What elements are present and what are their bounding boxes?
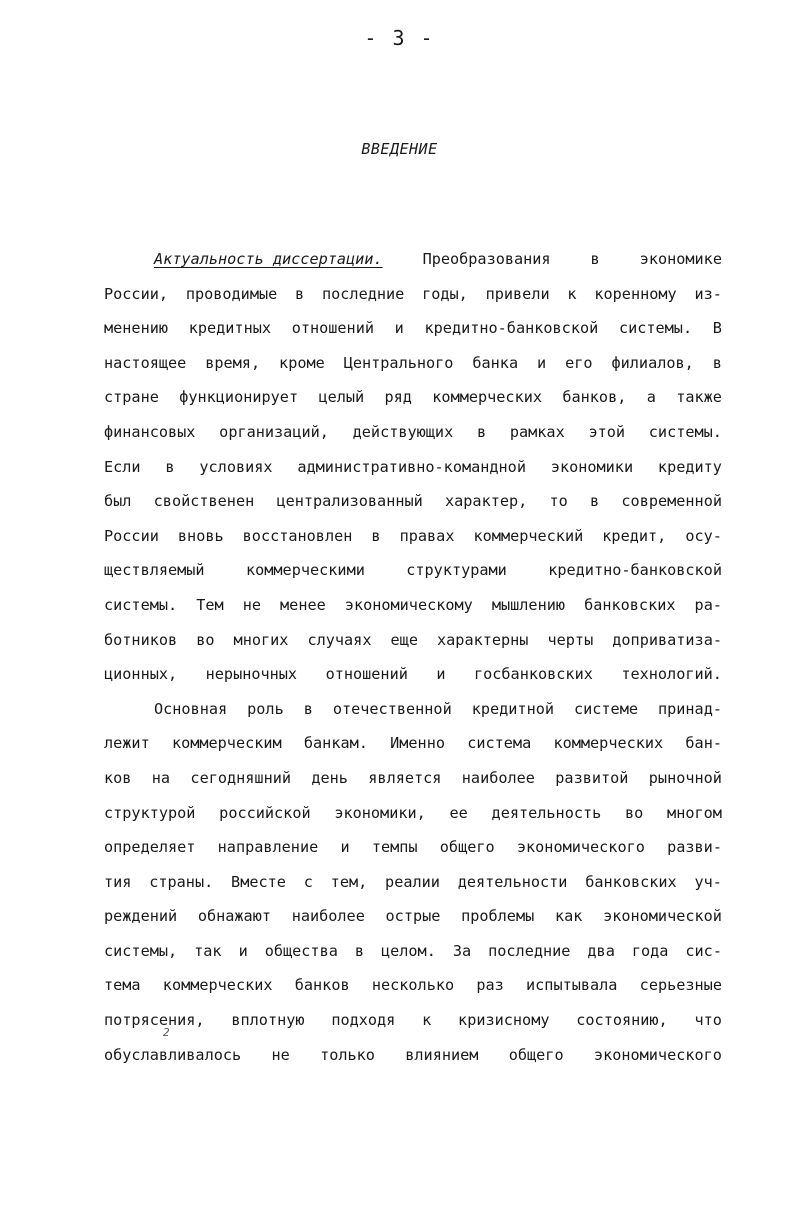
word: вновь <box>177 526 224 545</box>
word: экономики <box>550 457 634 476</box>
word: является <box>368 768 442 787</box>
word: нерыночных <box>205 665 298 684</box>
word: роль <box>247 699 284 718</box>
word: стране <box>104 388 159 407</box>
word: с <box>303 872 313 891</box>
word: ботников <box>104 630 178 649</box>
word: Центрального <box>343 353 454 372</box>
text-line <box>104 796 722 831</box>
word: сис- <box>685 941 722 960</box>
word: ра- <box>694 595 722 614</box>
word: доприватиза- <box>612 630 722 649</box>
word: два <box>587 941 615 960</box>
word: банка <box>472 353 519 372</box>
word: организаций, <box>219 422 329 441</box>
handwritten-mark: 2 <box>163 1026 170 1039</box>
word: раз <box>476 976 504 995</box>
word: страны. <box>149 872 214 891</box>
word: то <box>549 492 568 511</box>
word: состоянию, <box>576 1011 668 1030</box>
text-line <box>104 865 722 900</box>
word: системы. <box>618 319 693 338</box>
word: коммерческих <box>162 976 273 995</box>
word: Основная <box>154 699 228 718</box>
word: условиях <box>199 457 273 476</box>
word: еще <box>390 630 418 649</box>
word: кредитных <box>188 319 271 338</box>
word: обуславливалось <box>104 1045 242 1064</box>
word: общества <box>264 941 338 960</box>
text-line <box>104 346 722 381</box>
word: ков <box>104 768 132 787</box>
word: в <box>590 250 600 268</box>
word: и <box>394 319 404 338</box>
word: и <box>238 941 248 960</box>
text-line <box>104 450 722 485</box>
word: России <box>104 526 159 545</box>
word: не <box>242 595 261 614</box>
word: лежит <box>104 734 150 753</box>
word: отношений <box>325 665 408 684</box>
word: характерны <box>437 630 529 649</box>
word: целом. <box>380 941 436 960</box>
word: этой <box>588 422 626 441</box>
word: коммерческих <box>553 734 664 753</box>
word: отношений <box>291 319 374 338</box>
word: в <box>295 284 305 303</box>
word: многом <box>667 803 722 822</box>
word: осу- <box>685 526 722 545</box>
word: к <box>422 1011 432 1030</box>
text-line <box>104 761 722 796</box>
word: наиболее <box>291 907 365 926</box>
word: функционирует <box>179 388 299 407</box>
word: правах <box>399 526 455 545</box>
word: испытывала <box>526 976 618 995</box>
word: коммерческих <box>432 388 543 407</box>
word: потрясения, <box>104 1011 205 1030</box>
section-heading: ВВЕДЕНИЕ <box>361 140 438 158</box>
document-body <box>104 242 722 1072</box>
word: деятельность <box>491 803 602 822</box>
page-number: - 3 - <box>364 26 435 50</box>
word: система <box>467 734 532 753</box>
word: во <box>625 803 644 822</box>
word: кроме <box>279 353 325 372</box>
word: За <box>452 941 472 960</box>
word: подходя <box>331 1011 396 1030</box>
word: деятельности <box>457 872 568 891</box>
word: не <box>271 1045 290 1064</box>
word: общего <box>439 838 495 857</box>
word: серьезные <box>639 976 722 995</box>
text-line <box>104 415 722 450</box>
word: кредитно-банковской <box>424 319 599 338</box>
word: кризисному <box>458 1011 550 1030</box>
word: госбанковских <box>473 665 593 684</box>
word: целый <box>318 388 365 407</box>
word: тема <box>104 976 141 995</box>
word: день <box>311 768 348 787</box>
word: так <box>194 941 222 960</box>
word: сегодняшний <box>190 768 292 787</box>
word: а <box>646 388 656 407</box>
word: кредитной <box>471 699 554 718</box>
word: тия <box>104 872 132 891</box>
word: проводимые <box>185 284 278 303</box>
word: В <box>712 319 722 338</box>
word: в <box>303 699 313 718</box>
text-line <box>104 692 722 727</box>
word: экономической <box>603 907 722 926</box>
word: бан- <box>685 734 722 753</box>
word: в <box>165 457 175 476</box>
word: ционных, <box>104 665 178 684</box>
word: проблемы <box>461 907 535 926</box>
word: системы, <box>104 941 178 960</box>
word: в <box>590 492 600 511</box>
word: менению <box>104 319 169 338</box>
word: привели <box>485 284 550 303</box>
word: кредит, <box>602 526 667 545</box>
word: настоящее <box>104 353 187 372</box>
word: на <box>151 768 171 787</box>
word: в <box>476 422 487 441</box>
word: в <box>371 526 381 545</box>
word: также <box>676 388 722 407</box>
word: экономическому <box>344 595 473 614</box>
word: банкам. <box>303 734 368 753</box>
word: Преобразования <box>422 250 551 268</box>
word: структурой <box>104 803 196 822</box>
word: последние <box>322 284 405 303</box>
word: годы, <box>422 284 468 303</box>
word: черты <box>547 630 594 649</box>
word: менее <box>280 595 326 614</box>
word: был <box>104 492 132 511</box>
word: его <box>565 353 593 372</box>
word: системы. <box>648 422 722 441</box>
word: банковских <box>585 872 677 891</box>
word: определяет <box>104 838 196 857</box>
word: направление <box>217 838 319 857</box>
word: современной <box>621 492 722 511</box>
word: Именно <box>390 734 445 753</box>
word: что <box>694 1011 722 1030</box>
text-line <box>104 830 722 865</box>
word: обнажают <box>197 907 271 926</box>
word: многих <box>233 630 289 649</box>
word: характер, <box>445 492 528 511</box>
word: острые <box>385 907 441 926</box>
word: тем, <box>330 872 368 891</box>
word: реждений <box>104 907 178 926</box>
word: во <box>196 630 215 649</box>
text-line <box>104 968 722 1003</box>
word: банковских <box>584 595 676 614</box>
text-line <box>104 657 722 692</box>
word: рамках <box>509 422 565 441</box>
word: экономического <box>516 838 645 857</box>
word: влиянием <box>405 1045 479 1064</box>
word: рыночной <box>648 768 722 787</box>
word: действующих <box>352 422 454 441</box>
word: реалии <box>385 872 440 891</box>
word: мышлению <box>491 595 566 614</box>
text-line <box>104 242 722 277</box>
word: Если <box>104 457 141 476</box>
word: Вместе <box>231 872 286 891</box>
word: из- <box>694 284 722 303</box>
word: года <box>631 941 669 960</box>
text-line <box>104 623 722 658</box>
word: кредиту <box>657 457 722 476</box>
word: только <box>320 1045 375 1064</box>
word: время, <box>205 353 261 372</box>
text-line <box>104 311 722 346</box>
word: кредитно-банковской <box>548 561 722 580</box>
word: коммерческий <box>473 526 584 545</box>
word: в <box>354 941 364 960</box>
word: экономического <box>593 1045 722 1064</box>
word: принад- <box>657 699 722 718</box>
text-line <box>104 588 722 623</box>
word: системе <box>573 699 638 718</box>
word: развитой <box>555 768 629 787</box>
text-line <box>104 277 722 312</box>
word: экономики, <box>334 803 426 822</box>
word: и <box>340 838 350 857</box>
word: структурами <box>406 561 507 580</box>
word: и <box>537 353 547 372</box>
word: российской <box>219 803 311 822</box>
word: ществляемый <box>104 561 205 580</box>
text-line <box>104 899 722 934</box>
word: несколько <box>371 976 455 995</box>
word: и <box>436 665 446 684</box>
word: отечественной <box>332 699 452 718</box>
word: разви- <box>667 838 722 857</box>
word: коренному <box>594 284 677 303</box>
text-line <box>104 1038 722 1073</box>
word: к <box>567 284 577 303</box>
word: вплотную <box>231 1011 305 1030</box>
word: уч- <box>694 872 722 891</box>
section-label-underlined: Актуальность диссертации. <box>154 250 383 268</box>
word: Тем <box>196 595 224 614</box>
word: свойственен <box>153 492 255 511</box>
word: ее <box>449 803 468 822</box>
word: восстановлен <box>242 526 353 545</box>
word: в <box>712 353 722 372</box>
text-line <box>104 1003 722 1038</box>
word: филиалов, <box>611 353 694 372</box>
text-line <box>104 380 722 415</box>
word: коммерческими <box>245 561 365 580</box>
word: ряд <box>384 388 412 407</box>
word: случаях <box>307 630 372 649</box>
text-line <box>104 484 722 519</box>
word: финансовых <box>104 422 196 441</box>
word: коммерческим <box>171 734 282 753</box>
word: как <box>554 907 583 926</box>
text-line <box>104 553 722 588</box>
word: банков, <box>562 388 627 407</box>
word: наиболее <box>461 768 535 787</box>
word: системы. <box>104 595 178 614</box>
word: последние <box>488 941 571 960</box>
word: экономике <box>639 250 722 268</box>
text-line <box>104 519 722 554</box>
text-line <box>104 726 722 761</box>
word: централизованный <box>276 492 423 511</box>
word: технологий. <box>621 665 722 684</box>
word: банков <box>294 976 350 995</box>
word: темпы <box>371 838 418 857</box>
word: административно-командной <box>297 457 526 476</box>
word: России, <box>104 284 169 303</box>
word: общего <box>508 1045 564 1064</box>
text-line <box>104 934 722 969</box>
